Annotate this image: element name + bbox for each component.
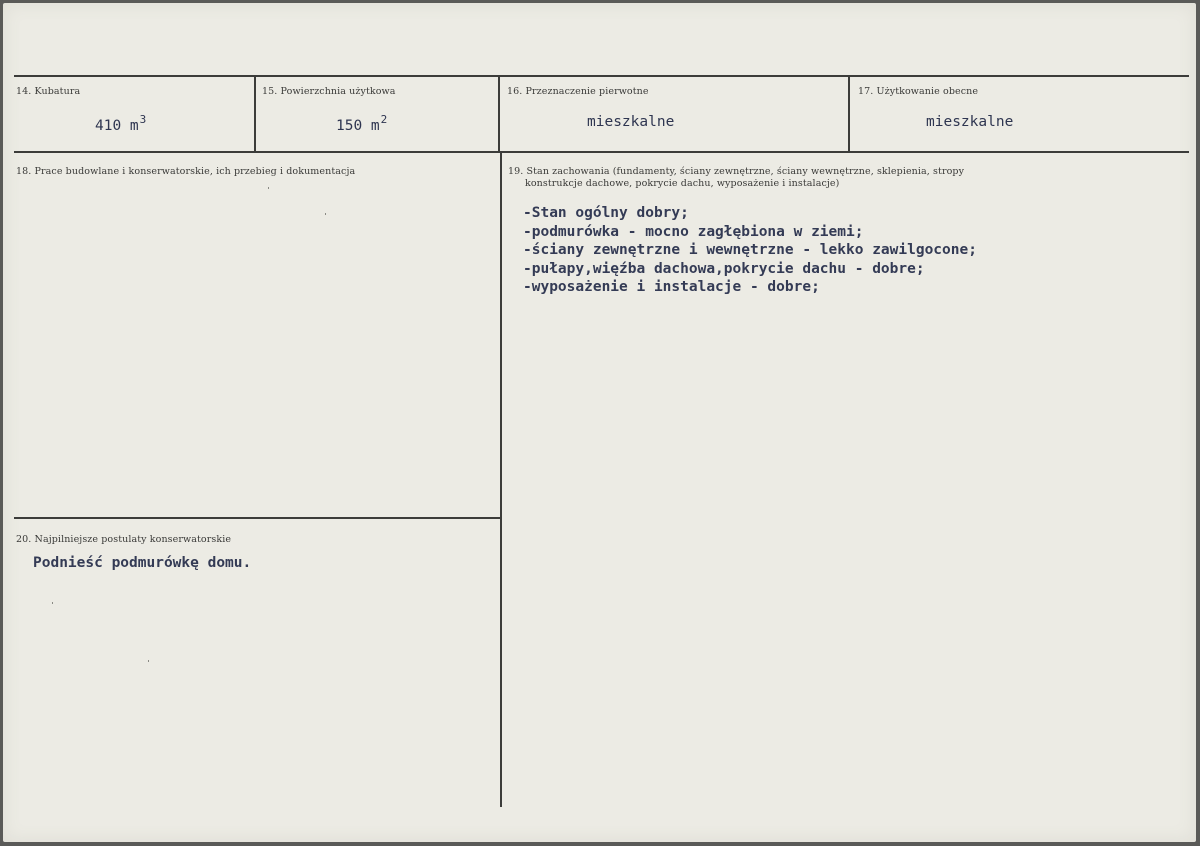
kubatura-number: 410 m xyxy=(95,118,139,134)
postulaty-value: Podnieść podmurówkę domu. xyxy=(33,555,252,571)
powierzchnia-value xyxy=(336,113,387,134)
paper-speck xyxy=(52,602,53,604)
rule-section-20 xyxy=(14,517,500,519)
kubatura-label: 14. Kubatura xyxy=(16,86,81,97)
row-rule xyxy=(14,151,1189,153)
uzytkowanie-label: 17. Użytkowanie obecne xyxy=(858,86,979,97)
stan-line: -Stan ogólny dobry; xyxy=(523,205,689,221)
postulaty-label: 20. Najpilniejsze postulaty konserwatorskie xyxy=(16,534,232,545)
przeznaczenie-value: mieszkalne xyxy=(587,114,675,130)
paper-speck xyxy=(148,660,149,662)
paper-speck xyxy=(268,187,269,189)
divider-15-16 xyxy=(498,76,500,152)
powierzchnia-exponent: 2 xyxy=(380,113,388,126)
uzytkowanie-value: mieszkalne xyxy=(926,114,1014,130)
przeznaczenie-label: 16. Przeznaczenie pierwotne xyxy=(507,86,649,97)
divider-16-17 xyxy=(848,76,850,152)
stan-line: -pułapy,więźba dachowa,pokrycie dachu - dobre; xyxy=(523,260,925,277)
divider-main-vertical xyxy=(500,152,502,807)
top-rule xyxy=(14,75,1189,77)
prace-label: 18. Prace budowlane i konserwatorskie, ich przebieg i dokumentacja xyxy=(16,166,356,177)
stan-lines xyxy=(523,204,977,297)
stan-label-line1: 19. Stan zachowania (fundamenty, ściany zewnętrzne, ściany wewnętrzne, sklepienia, stropy xyxy=(508,166,965,177)
stan-line: -ściany zewnętrzne i wewnętrzne - lekko zawilgocone; xyxy=(523,242,977,259)
kubatura-value xyxy=(95,113,146,134)
stan-label-line2: konstrukcje dachowe, pokrycie dachu, wyposażenie i instalacje) xyxy=(525,178,840,189)
powierzchnia-label: 15. Powierzchnia użytkowa xyxy=(262,86,396,97)
powierzchnia-number: 150 m xyxy=(336,118,380,134)
paper-speck xyxy=(325,213,326,215)
stan-line: -wyposażenie i instalacje - dobre; xyxy=(523,279,820,296)
kubatura-exponent: 3 xyxy=(139,113,147,126)
divider-14-15 xyxy=(254,76,256,152)
stan-line: -podmurówka - mocno zagłębiona w ziemi; xyxy=(523,223,864,240)
